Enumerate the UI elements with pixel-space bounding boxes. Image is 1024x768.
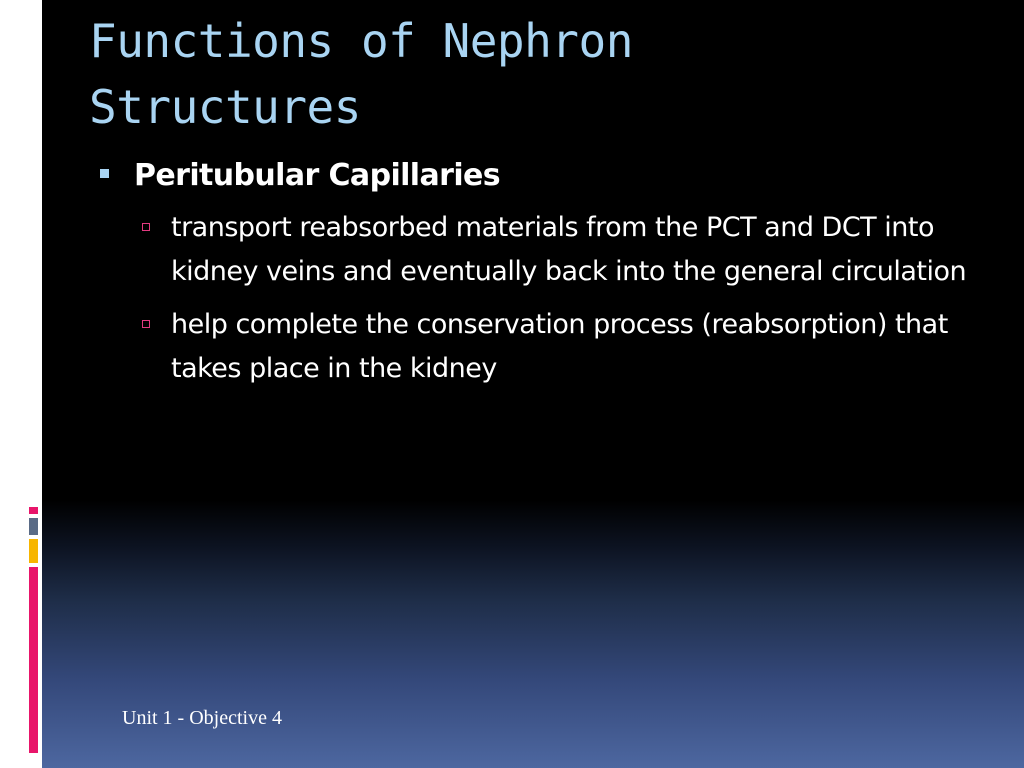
accent-bar-gray: [29, 518, 38, 535]
hollow-square-bullet-icon: [142, 320, 150, 328]
sub-bullet-list: [98, 206, 978, 391]
sub-bullet-text: transport reabsorbed materials from the PCT and DCT into kidney veins and eventually back into the general circulation: [171, 212, 967, 287]
slide-body: [98, 152, 978, 400]
slide-title: [89, 8, 989, 140]
square-bullet-icon: [100, 169, 109, 178]
left-accent-strip: [0, 0, 42, 768]
accent-bar-pink-small: [29, 507, 38, 514]
slide-title-line2: Structures: [89, 80, 361, 134]
accent-bar-pink-long: [29, 567, 38, 753]
sub-bullet-text: help complete the conservation process (reabsorption) that takes place in the kidney: [171, 309, 948, 384]
slide-footer: Unit 1 - Objective 4: [122, 707, 282, 729]
bullet-heading: Peritubular Capillaries: [134, 158, 501, 193]
sub-bullet-item: [171, 206, 978, 294]
accent-bar-yellow: [29, 539, 38, 563]
bullet-level1: [98, 152, 978, 200]
slide-title-line1: Functions of Nephron: [89, 14, 633, 68]
sub-bullet-item: [171, 303, 978, 391]
hollow-square-bullet-icon: [142, 223, 150, 231]
